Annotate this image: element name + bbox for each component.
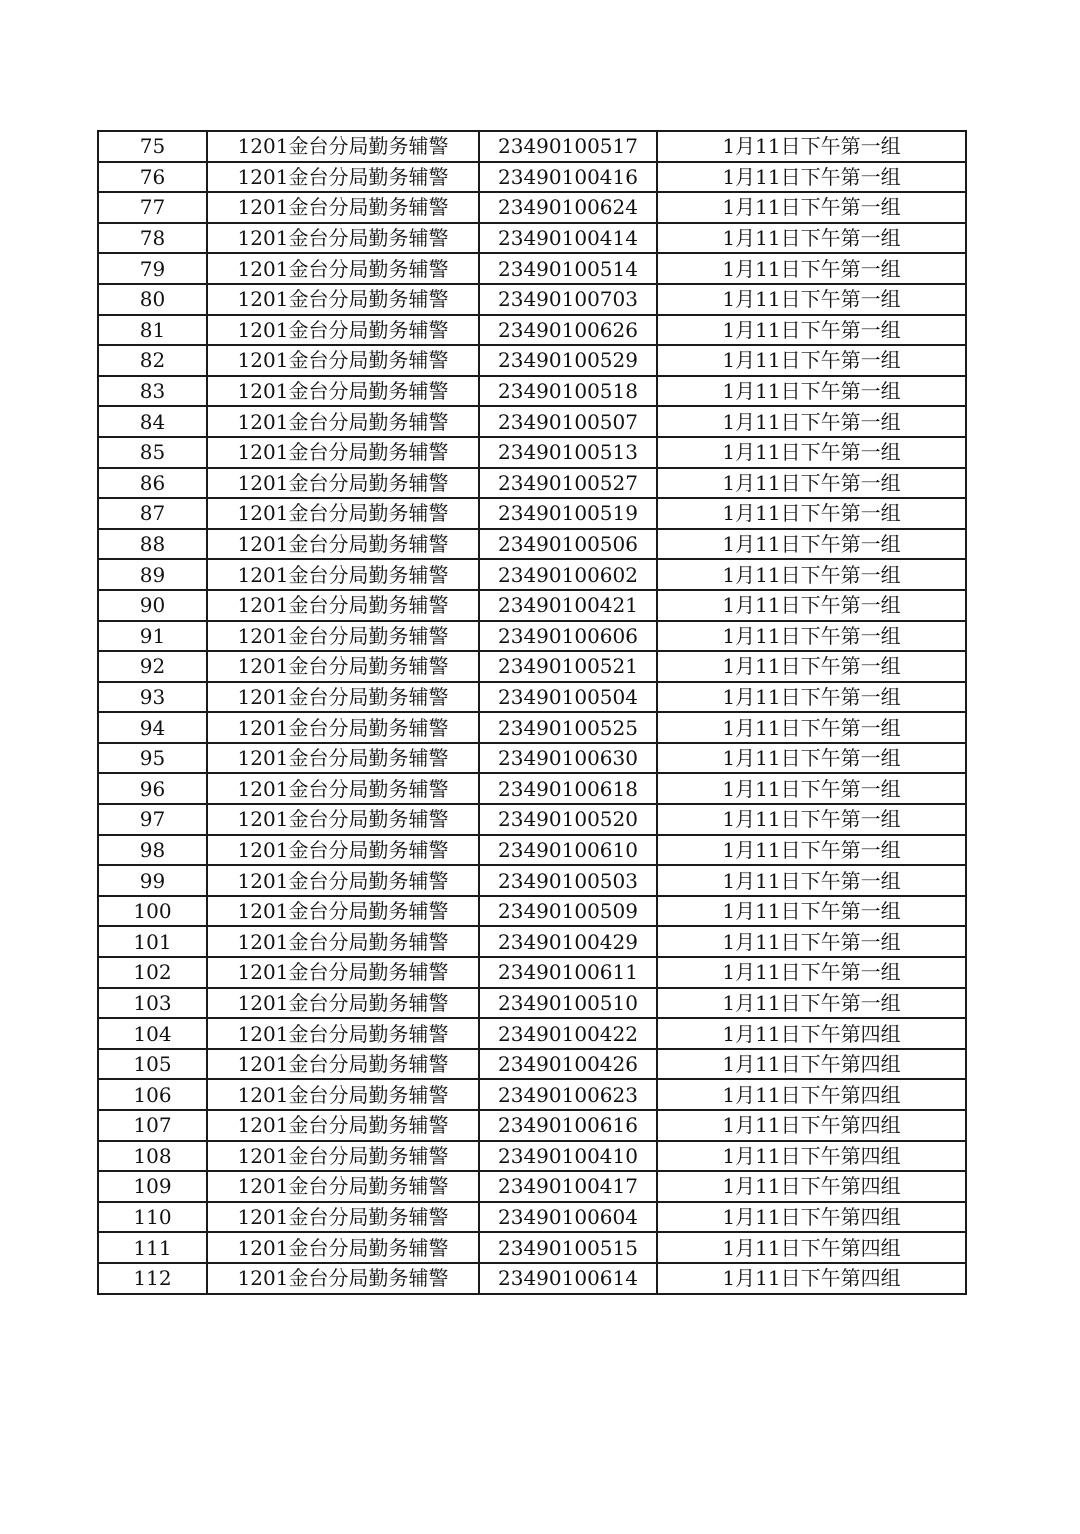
row-number-cell: 77 [98, 192, 207, 223]
table-row [98, 1232, 966, 1263]
position-cell: 1201金台分局勤务辅警 [207, 621, 479, 652]
row-number-cell: 83 [98, 376, 207, 407]
table-row [98, 712, 966, 743]
row-number-cell: 75 [98, 131, 207, 162]
position-cell: 1201金台分局勤务辅警 [207, 1018, 479, 1049]
table-row [98, 1018, 966, 1049]
ticket-number-cell: 23490100417 [479, 1171, 657, 1202]
exam-session-cell: 1月11日下午第一组 [657, 773, 966, 804]
table-row [98, 406, 966, 437]
ticket-number-cell: 23490100507 [479, 406, 657, 437]
exam-session-cell: 1月11日下午第一组 [657, 468, 966, 499]
position-cell: 1201金台分局勤务辅警 [207, 712, 479, 743]
ticket-number-cell: 23490100422 [479, 1018, 657, 1049]
ticket-number-cell: 23490100527 [479, 468, 657, 499]
row-number-cell: 107 [98, 1110, 207, 1141]
exam-session-cell: 1月11日下午第一组 [657, 253, 966, 284]
table-row [98, 437, 966, 468]
ticket-number-cell: 23490100506 [479, 529, 657, 560]
position-cell: 1201金台分局勤务辅警 [207, 315, 479, 346]
ticket-number-cell: 23490100525 [479, 712, 657, 743]
position-cell: 1201金台分局勤务辅警 [207, 926, 479, 957]
position-cell: 1201金台分局勤务辅警 [207, 743, 479, 774]
ticket-number-cell: 23490100410 [479, 1141, 657, 1172]
exam-session-cell: 1月11日下午第一组 [657, 621, 966, 652]
exam-session-cell: 1月11日下午第一组 [657, 162, 966, 193]
table-row [98, 743, 966, 774]
row-number-cell: 111 [98, 1232, 207, 1263]
row-number-cell: 87 [98, 498, 207, 529]
table-row [98, 468, 966, 499]
table-row [98, 773, 966, 804]
row-number-cell: 80 [98, 284, 207, 315]
position-cell: 1201金台分局勤务辅警 [207, 437, 479, 468]
position-cell: 1201金台分局勤务辅警 [207, 1232, 479, 1263]
ticket-number-cell: 23490100519 [479, 498, 657, 529]
table-row [98, 926, 966, 957]
position-cell: 1201金台分局勤务辅警 [207, 988, 479, 1019]
ticket-number-cell: 23490100630 [479, 743, 657, 774]
ticket-number-cell: 23490100602 [479, 559, 657, 590]
table-row [98, 651, 966, 682]
exam-session-cell: 1月11日下午第一组 [657, 712, 966, 743]
exam-session-cell: 1月11日下午第一组 [657, 192, 966, 223]
ticket-number-cell: 23490100414 [479, 223, 657, 254]
position-cell: 1201金台分局勤务辅警 [207, 376, 479, 407]
row-number-cell: 79 [98, 253, 207, 284]
exam-session-cell: 1月11日下午第一组 [657, 406, 966, 437]
position-cell: 1201金台分局勤务辅警 [207, 651, 479, 682]
table-row [98, 498, 966, 529]
exam-session-cell: 1月11日下午第一组 [657, 437, 966, 468]
table-row [98, 223, 966, 254]
row-number-cell: 100 [98, 896, 207, 927]
position-cell: 1201金台分局勤务辅警 [207, 1263, 479, 1294]
table-row [98, 1110, 966, 1141]
table-row [98, 162, 966, 193]
ticket-number-cell: 23490100623 [479, 1079, 657, 1110]
row-number-cell: 101 [98, 926, 207, 957]
exam-session-cell: 1月11日下午第四组 [657, 1171, 966, 1202]
table-row [98, 896, 966, 927]
exam-session-cell: 1月11日下午第一组 [657, 131, 966, 162]
row-number-cell: 98 [98, 835, 207, 866]
row-number-cell: 82 [98, 345, 207, 376]
exam-session-cell: 1月11日下午第一组 [657, 926, 966, 957]
table-row [98, 559, 966, 590]
position-cell: 1201金台分局勤务辅警 [207, 1141, 479, 1172]
position-cell: 1201金台分局勤务辅警 [207, 498, 479, 529]
table-row [98, 1202, 966, 1233]
position-cell: 1201金台分局勤务辅警 [207, 192, 479, 223]
position-cell: 1201金台分局勤务辅警 [207, 804, 479, 835]
position-cell: 1201金台分局勤务辅警 [207, 406, 479, 437]
ticket-number-cell: 23490100610 [479, 835, 657, 866]
exam-session-cell: 1月11日下午第一组 [657, 682, 966, 713]
position-cell: 1201金台分局勤务辅警 [207, 865, 479, 896]
table-row [98, 1049, 966, 1080]
table-row [98, 1079, 966, 1110]
table-row [98, 1263, 966, 1294]
position-cell: 1201金台分局勤务辅警 [207, 682, 479, 713]
ticket-number-cell: 23490100509 [479, 896, 657, 927]
table-row [98, 529, 966, 560]
table-row [98, 804, 966, 835]
ticket-number-cell: 23490100614 [479, 1263, 657, 1294]
row-number-cell: 103 [98, 988, 207, 1019]
table-row [98, 621, 966, 652]
row-number-cell: 99 [98, 865, 207, 896]
table-row [98, 957, 966, 988]
table-row [98, 192, 966, 223]
exam-session-cell: 1月11日下午第一组 [657, 590, 966, 621]
table-row [98, 284, 966, 315]
position-cell: 1201金台分局勤务辅警 [207, 590, 479, 621]
exam-session-cell: 1月11日下午第一组 [657, 376, 966, 407]
row-number-cell: 95 [98, 743, 207, 774]
row-number-cell: 109 [98, 1171, 207, 1202]
row-number-cell: 88 [98, 529, 207, 560]
ticket-number-cell: 23490100426 [479, 1049, 657, 1080]
table-row [98, 590, 966, 621]
table-row [98, 865, 966, 896]
position-cell: 1201金台分局勤务辅警 [207, 773, 479, 804]
row-number-cell: 89 [98, 559, 207, 590]
exam-session-cell: 1月11日下午第四组 [657, 1141, 966, 1172]
exam-session-cell: 1月11日下午第一组 [657, 345, 966, 376]
exam-session-cell: 1月11日下午第四组 [657, 1263, 966, 1294]
row-number-cell: 97 [98, 804, 207, 835]
table-row [98, 131, 966, 162]
ticket-number-cell: 23490100520 [479, 804, 657, 835]
exam-session-cell: 1月11日下午第一组 [657, 835, 966, 866]
table-row [98, 253, 966, 284]
row-number-cell: 93 [98, 682, 207, 713]
ticket-number-cell: 23490100521 [479, 651, 657, 682]
row-number-cell: 94 [98, 712, 207, 743]
ticket-number-cell: 23490100504 [479, 682, 657, 713]
table-row [98, 376, 966, 407]
ticket-number-cell: 23490100513 [479, 437, 657, 468]
exam-session-cell: 1月11日下午第一组 [657, 315, 966, 346]
ticket-number-cell: 23490100703 [479, 284, 657, 315]
table-row [98, 988, 966, 1019]
exam-session-cell: 1月11日下午第四组 [657, 1232, 966, 1263]
position-cell: 1201金台分局勤务辅警 [207, 835, 479, 866]
ticket-number-cell: 23490100514 [479, 253, 657, 284]
exam-session-cell: 1月11日下午第一组 [657, 804, 966, 835]
exam-session-cell: 1月11日下午第一组 [657, 896, 966, 927]
ticket-number-cell: 23490100416 [479, 162, 657, 193]
ticket-number-cell: 23490100517 [479, 131, 657, 162]
row-number-cell: 110 [98, 1202, 207, 1233]
row-number-cell: 78 [98, 223, 207, 254]
exam-session-cell: 1月11日下午第一组 [657, 865, 966, 896]
position-cell: 1201金台分局勤务辅警 [207, 131, 479, 162]
exam-session-cell: 1月11日下午第一组 [657, 957, 966, 988]
exam-session-cell: 1月11日下午第一组 [657, 559, 966, 590]
row-number-cell: 96 [98, 773, 207, 804]
exam-session-cell: 1月11日下午第一组 [657, 529, 966, 560]
position-cell: 1201金台分局勤务辅警 [207, 345, 479, 376]
position-cell: 1201金台分局勤务辅警 [207, 1202, 479, 1233]
row-number-cell: 90 [98, 590, 207, 621]
ticket-number-cell: 23490100429 [479, 926, 657, 957]
row-number-cell: 108 [98, 1141, 207, 1172]
roster-table-body [98, 131, 966, 1294]
ticket-number-cell: 23490100624 [479, 192, 657, 223]
exam-session-cell: 1月11日下午第四组 [657, 1110, 966, 1141]
position-cell: 1201金台分局勤务辅警 [207, 1171, 479, 1202]
ticket-number-cell: 23490100503 [479, 865, 657, 896]
ticket-number-cell: 23490100618 [479, 773, 657, 804]
exam-session-cell: 1月11日下午第四组 [657, 1049, 966, 1080]
position-cell: 1201金台分局勤务辅警 [207, 1049, 479, 1080]
table-row [98, 835, 966, 866]
ticket-number-cell: 23490100604 [479, 1202, 657, 1233]
exam-session-cell: 1月11日下午第一组 [657, 988, 966, 1019]
ticket-number-cell: 23490100616 [479, 1110, 657, 1141]
position-cell: 1201金台分局勤务辅警 [207, 559, 479, 590]
row-number-cell: 105 [98, 1049, 207, 1080]
roster-table [97, 130, 967, 1295]
table-row [98, 1141, 966, 1172]
table-row [98, 345, 966, 376]
exam-session-cell: 1月11日下午第四组 [657, 1202, 966, 1233]
exam-session-cell: 1月11日下午第一组 [657, 498, 966, 529]
position-cell: 1201金台分局勤务辅警 [207, 284, 479, 315]
row-number-cell: 84 [98, 406, 207, 437]
ticket-number-cell: 23490100421 [479, 590, 657, 621]
position-cell: 1201金台分局勤务辅警 [207, 957, 479, 988]
position-cell: 1201金台分局勤务辅警 [207, 468, 479, 499]
ticket-number-cell: 23490100626 [479, 315, 657, 346]
position-cell: 1201金台分局勤务辅警 [207, 162, 479, 193]
row-number-cell: 81 [98, 315, 207, 346]
row-number-cell: 104 [98, 1018, 207, 1049]
exam-session-cell: 1月11日下午第一组 [657, 743, 966, 774]
row-number-cell: 85 [98, 437, 207, 468]
row-number-cell: 112 [98, 1263, 207, 1294]
ticket-number-cell: 23490100510 [479, 988, 657, 1019]
row-number-cell: 102 [98, 957, 207, 988]
exam-session-cell: 1月11日下午第四组 [657, 1018, 966, 1049]
ticket-number-cell: 23490100515 [479, 1232, 657, 1263]
position-cell: 1201金台分局勤务辅警 [207, 1079, 479, 1110]
exam-session-cell: 1月11日下午第一组 [657, 223, 966, 254]
ticket-number-cell: 23490100606 [479, 621, 657, 652]
table-row [98, 682, 966, 713]
table-row [98, 1171, 966, 1202]
row-number-cell: 92 [98, 651, 207, 682]
ticket-number-cell: 23490100529 [479, 345, 657, 376]
ticket-number-cell: 23490100611 [479, 957, 657, 988]
position-cell: 1201金台分局勤务辅警 [207, 223, 479, 254]
ticket-number-cell: 23490100518 [479, 376, 657, 407]
exam-session-cell: 1月11日下午第四组 [657, 1079, 966, 1110]
row-number-cell: 106 [98, 1079, 207, 1110]
position-cell: 1201金台分局勤务辅警 [207, 253, 479, 284]
row-number-cell: 86 [98, 468, 207, 499]
row-number-cell: 76 [98, 162, 207, 193]
exam-session-cell: 1月11日下午第一组 [657, 651, 966, 682]
exam-session-cell: 1月11日下午第一组 [657, 284, 966, 315]
position-cell: 1201金台分局勤务辅警 [207, 1110, 479, 1141]
position-cell: 1201金台分局勤务辅警 [207, 529, 479, 560]
table-row [98, 315, 966, 346]
row-number-cell: 91 [98, 621, 207, 652]
position-cell: 1201金台分局勤务辅警 [207, 896, 479, 927]
